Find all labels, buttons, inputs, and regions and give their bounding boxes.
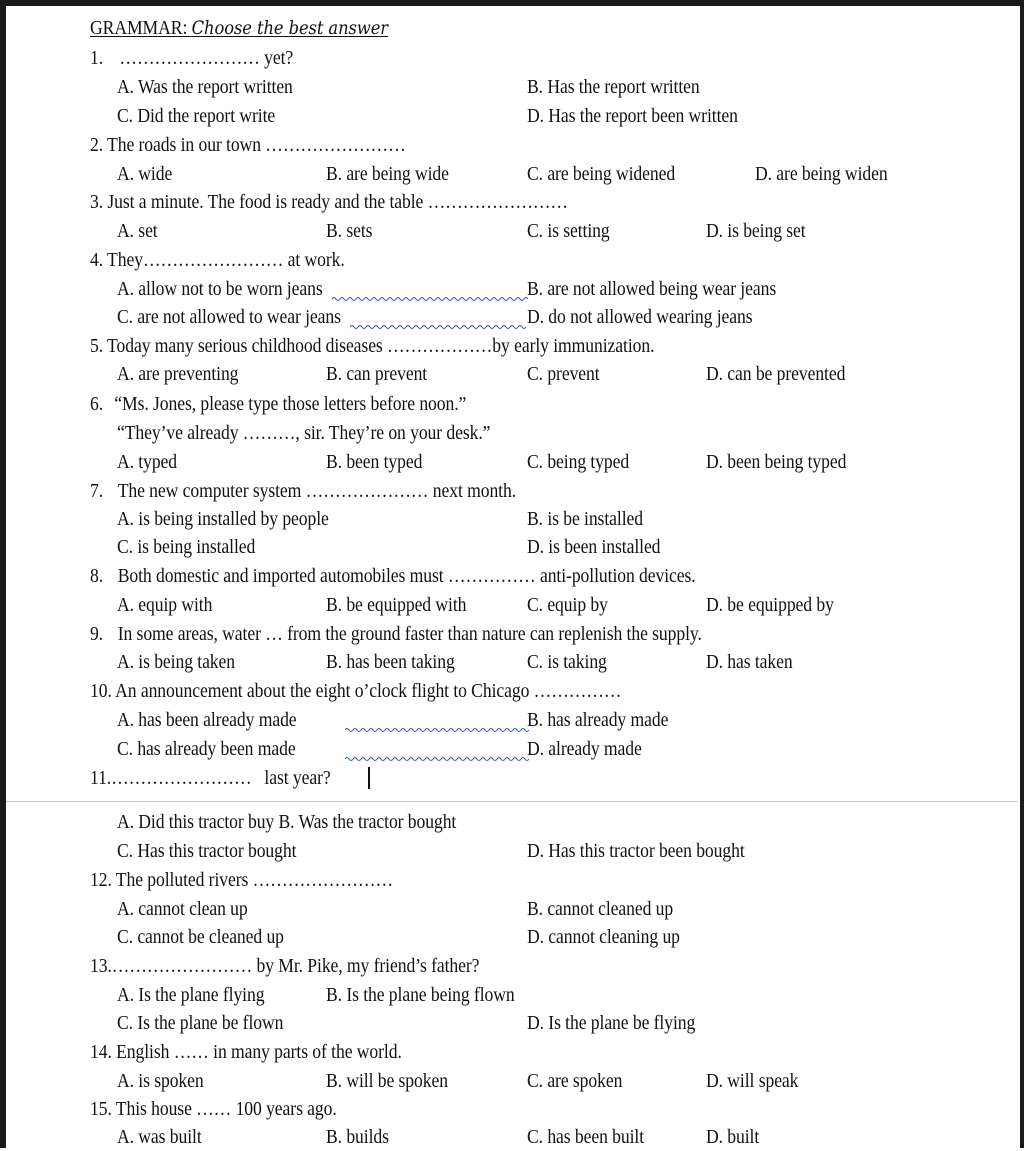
q4-option-b: B. are not allowed being wear jeans [527,278,777,300]
answer-blank[interactable]: … [265,623,283,645]
window-left-border [0,0,6,1148]
answer-blank[interactable]: …… [173,1041,209,1063]
answer-blank[interactable]: ………………… [305,480,429,502]
q9-option-b: B. has been taking [326,651,455,673]
window-top-border [0,0,1024,6]
question-2: 2. The roads in our town …………………… [90,134,406,156]
q9-option-d: D. has taken [706,651,793,673]
q5-option-a: A. are preventing [117,363,239,385]
question-9: 9. In some areas, water … from the ground faster than nature can replenish the supply. [90,623,702,645]
q10-option-c: C. has already been made [117,738,296,760]
spellcheck-underline [345,756,530,762]
question-5: 5. Today many serious childhood diseases ………………by early immunization. [90,335,655,357]
q12-option-c: C. cannot be cleaned up [117,926,284,948]
q10-option-a: A. has been already made [117,709,297,731]
question-3: 3. Just a minute. The food is ready and the table …………………… [90,191,568,213]
q1-option-a: A. Was the report written [117,76,293,98]
q8-option-c: C. equip by [527,594,608,616]
q1-option-d: D. Has the report been written [527,105,738,127]
q13-option-b: B. Is the plane being flown [326,984,515,1006]
q7-option-d: D. is been installed [527,536,661,558]
q8-option-a: A. equip with [117,594,213,616]
question-6: 6. “Ms. Jones, please type those letters before noon.” [90,393,467,415]
answer-blank[interactable]: …………… [533,680,622,702]
q3-option-d: D. is being set [706,220,806,242]
q9-option-c: C. is taking [527,651,607,673]
q4-option-a: A. allow not to be worn jeans [117,278,323,300]
q15-option-b: B. builds [326,1126,389,1148]
q1-option-b: B. Has the report written [527,76,700,98]
q9-option-a: A. is being taken [117,651,236,673]
q6-option-d: D. been being typed [706,451,847,473]
q2-option-c: C. are being widened [527,163,676,185]
answer-blank[interactable]: …………………… [427,191,568,213]
q14-option-b: B. will be spoken [326,1070,448,1092]
q14-option-d: D. will speak [706,1070,799,1092]
q4-option-c: C. are not allowed to wear jeans [117,306,341,328]
window-right-border [1020,0,1024,1148]
q2-option-a: A. wide [117,163,173,185]
text-cursor [368,767,370,789]
question-4: 4. They…………………… at work. [90,249,345,271]
q5-option-b: B. can prevent [326,363,428,385]
answer-blank[interactable]: …… [196,1098,232,1120]
q2-option-d: D. are being widen [755,163,888,185]
worksheet-title: GRAMMAR: Choose the best answer [90,17,389,39]
question-13: 13.…………………… by Mr. Pike, my friend’s father? [90,955,480,977]
question-8: 8. Both domestic and imported automobiles must …………… anti-pollution devices. [90,565,696,587]
answer-blank[interactable]: ……………… [387,335,493,357]
q1-option-c: C. Did the report write [117,105,276,127]
question-1: 1. …………………… yet? [90,47,294,69]
q15-option-a: A. was built [117,1126,202,1148]
question-14: 14. English …… in many parts of the world. [90,1041,402,1063]
answer-blank[interactable]: …………………… [111,955,253,977]
q11-option-c: C. Has this tractor bought [117,840,297,862]
answer-blank[interactable]: …………… [447,565,536,587]
q12-option-d: D. cannot cleaning up [527,926,680,948]
question-15: 15. This house …… 100 years ago. [90,1098,337,1120]
q11-option-ab: A. Did this tractor buy B. Was the tractor bought [117,811,457,833]
q2-option-b: B. are being wide [326,163,449,185]
q14-option-c: C. are spoken [527,1070,623,1092]
page-break-divider [6,801,1018,802]
q7-option-c: C. is being installed [117,536,256,558]
answer-blank[interactable]: …………………… [265,134,406,156]
q15-option-c: C. has been built [527,1126,645,1148]
question-7: 7. The new computer system ………………… next month. [90,480,517,502]
q8-option-d: D. be equipped by [706,594,834,616]
spellcheck-underline [332,296,530,302]
q7-option-a: A. is being installed by people [117,508,329,530]
answer-blank[interactable]: …………………… [111,767,252,789]
q13-option-a: A. Is the plane flying [117,984,265,1006]
q10-option-d: D. already made [527,738,642,760]
question-10: 10. An announcement about the eight o’clock flight to Chicago …………… [90,680,622,702]
answer-blank[interactable]: ……… [242,422,296,444]
answer-blank[interactable]: …………………… [142,249,284,271]
question-11: 11.…………………… last year? [90,767,331,789]
spellcheck-underline [345,727,530,733]
answer-blank[interactable]: …………………… [119,47,260,69]
q12-option-a: A. cannot clean up [117,898,248,920]
worksheet-subtitle: Choose the best answer [191,17,389,39]
q10-option-b: B. has already made [527,709,669,731]
q3-option-c: C. is setting [527,220,610,242]
q13-option-c: C. Is the plane be flown [117,1012,284,1034]
q3-option-a: A. set [117,220,158,242]
answer-blank[interactable]: …………………… [252,869,393,891]
q5-option-c: C. prevent [527,363,600,385]
q4-option-d: D. do not allowed wearing jeans [527,306,753,328]
q13-option-d: D. Is the plane be flying [527,1012,696,1034]
question-12: 12. The polluted rivers …………………… [90,869,393,891]
q14-option-a: A. is spoken [117,1070,204,1092]
q11-option-d: D. Has this tractor been bought [527,840,745,862]
spellcheck-underline [350,324,530,330]
q5-option-d: D. can be prevented [706,363,846,385]
q3-option-b: B. sets [326,220,373,242]
q8-option-b: B. be equipped with [326,594,467,616]
q12-option-b: B. cannot cleaned up [527,898,674,920]
q7-option-b: B. is be installed [527,508,643,530]
q6-option-a: A. typed [117,451,178,473]
q15-option-d: D. built [706,1126,760,1148]
q6-option-c: C. being typed [527,451,630,473]
q6-option-b: B. been typed [326,451,423,473]
question-6-line-2: “They’ve already ………, sir. They’re on your desk.” [117,422,491,444]
